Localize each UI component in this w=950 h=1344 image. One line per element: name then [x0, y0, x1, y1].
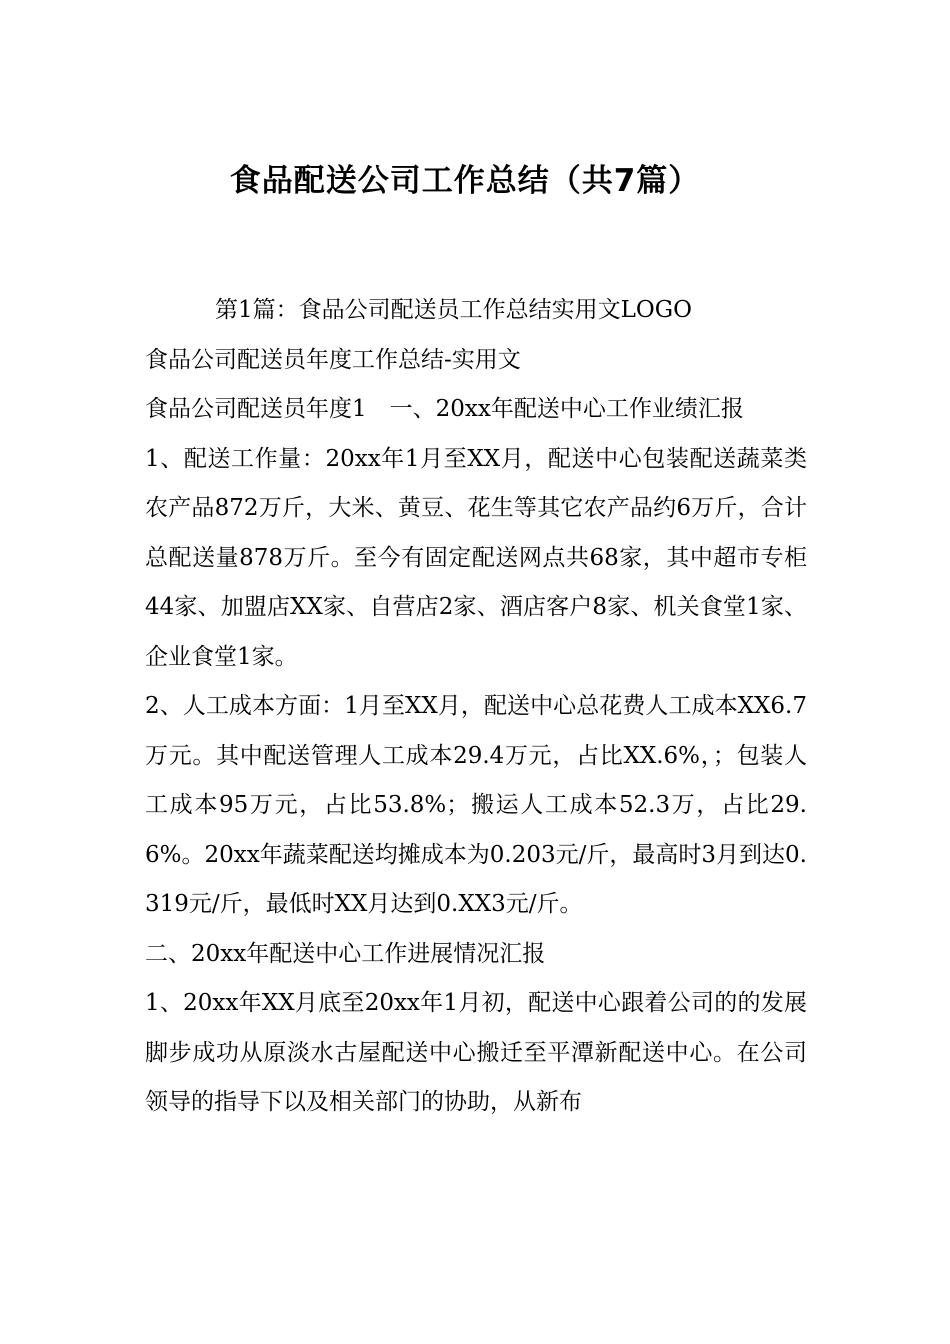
- paragraph: 1、配送工作量：20xx年1月至XX月，配送中心包装配送蔬菜类农产品872万斤，大米、黄豆、花生等其它农产品约6万斤，合计总配送量878万斤。至今有固定配送网点共68家，其中超市专柜44家、加盟店XX家、自营店2家、酒店客户8家、机关食堂1家、企业食堂1家。: [145, 445, 807, 670]
- document-body: [145, 286, 807, 1128]
- document-title: 食品配送公司工作总结（共7篇）: [229, 163, 701, 199]
- paragraph: 2、人工成本方面：1月至XX月，配送中心总花费人工成本XX6.7万元。其中配送管理人工成本29.4万元，占比XX.6%，；包装人工成本95万元，占比53.8%；搬运人工成本52.3万，占比29.6%。20xx年蔬菜配送均摊成本为0.203元/斤，最高时3月到达0.319元/斤，最低时XX月达到0.XX3元/斤。: [145, 693, 807, 917]
- chapter-heading: 第1篇：食品公司配送员工作总结实用文LOGO: [215, 297, 692, 323]
- paragraph: 食品公司配送员年度1 一、20xx年配送中心工作业绩汇报: [145, 396, 744, 422]
- paragraph: 食品公司配送员年度工作总结-实用文: [145, 346, 521, 373]
- section-heading: 二、20xx年配送中心工作进展情况汇报: [145, 940, 546, 967]
- paragraph: 1、20xx年XX月底至20xx年1月初，配送中心跟着公司的的发展脚步成功从原淡水古屋配送中心搬迁至平潭新配送中心。在公司领导的指导下以及相关部门的协助，从新布: [145, 990, 807, 1115]
